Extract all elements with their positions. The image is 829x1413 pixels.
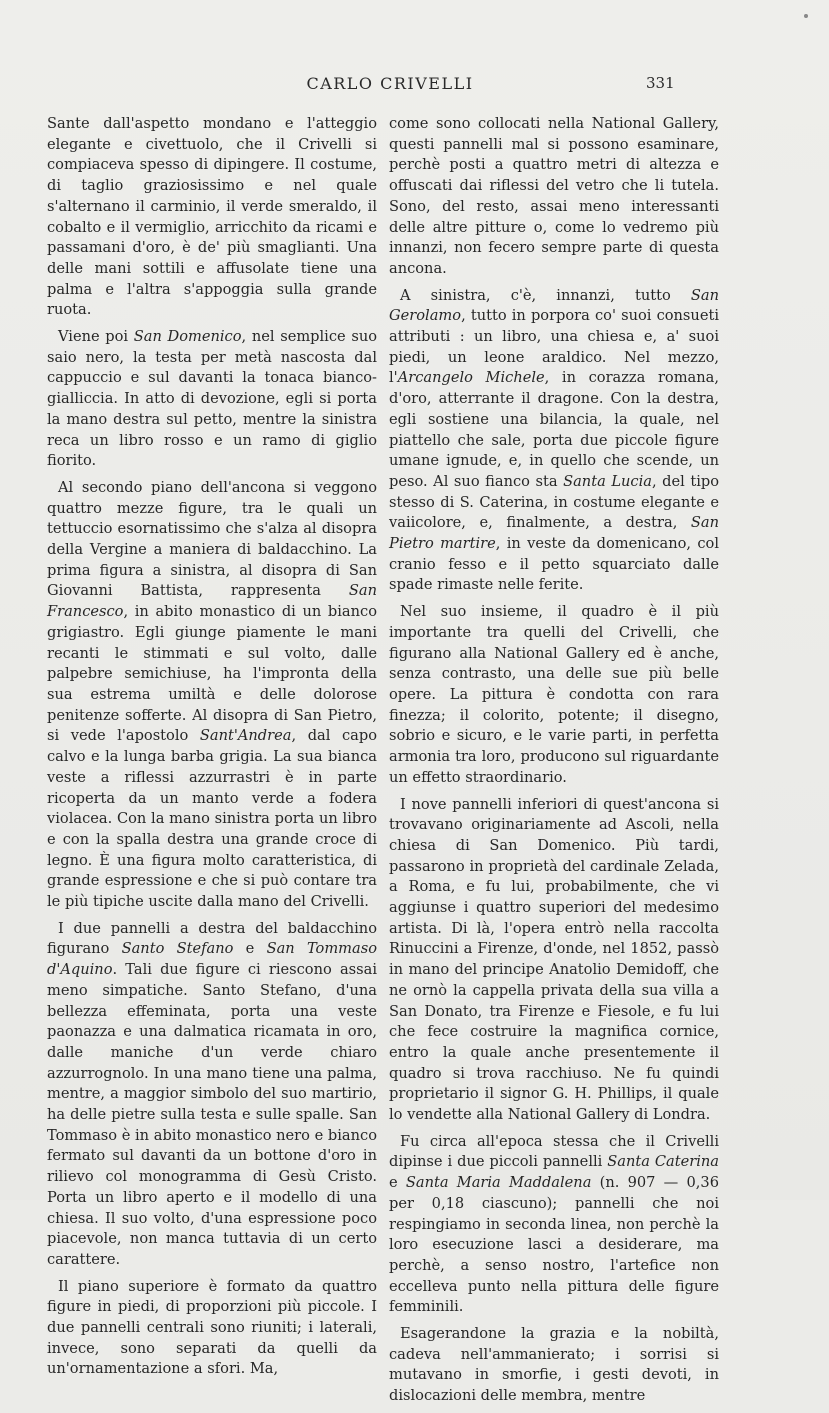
paragraph: [47, 478, 377, 913]
text-run: e: [389, 1174, 406, 1192]
italic-title: San Domenico: [133, 328, 242, 346]
italic-title: Sant'Andrea: [199, 727, 292, 745]
text-run: , tutto in porpora co' suoi consueti attributi : un libro, una chiesa e, a' suoi piedi, un leone araldico. Nel mezzo, l': [389, 307, 719, 387]
paragraph: [47, 327, 377, 472]
text-run: Sante dall'aspetto mondano e l'atteggio elegante e civettuolo, che il Crivelli si compiaceva spesso di dipingere. Il costume, di taglio graziosissimo e nel quale s'alternano il carminio, il verde smeraldo, il cobalto e il vermiglio, arricchito da ricami e passamani d'oro, è de' più smaglianti. Una delle mani sottili e affusolate tiene una palma e l'altra s'appoggia sulla grande ruota.: [47, 115, 377, 319]
text-run: Esagerandone la grazia e la nobiltà, cadeva nell'ammanierato; i sorrisi si mutavano in smorfie, i gesti devoti, in dislocazioni delle membra, mentre: [389, 1325, 719, 1405]
page-number: 331: [646, 74, 675, 92]
italic-title: San Gerolamo: [389, 286, 719, 325]
running-head: [0, 74, 829, 96]
left-text-column: [47, 114, 377, 1386]
text-run: , dal capo calvo e la lunga barba grigia. La sua bianca veste a riflessi azzurrastri è in parte ricoperta da un manto verde a fodera violacea. Con la mano sinistra porta un libro e con la spalla destra una grande croce di legno. È una figura molto caratteristica, di grande espressione e che si può contare tra le più tipiche uscite dalla mano del Crivelli.: [47, 727, 377, 911]
text-run: A sinistra, c'è, innanzi, tutto: [400, 286, 691, 304]
text-run: Viene poi: [58, 328, 134, 346]
scan-speck: [804, 14, 808, 18]
paragraph: [389, 602, 719, 788]
text-run: (n. 907 — 0,36 per 0,18 ciascuno); pannelli che noi respingiamo in seconda linea, non perchè la loro esecuzione lasci a desiderare, ma perchè, a senso nostro, l'artefice non eccelleva punto nella pittura delle figure femminili.: [389, 1174, 719, 1316]
paragraph: [389, 795, 719, 1126]
paragraph: [47, 919, 377, 1271]
text-run: come sono collocati nella National Gallery, questi pannelli mal si possono esaminare, perchè posti a quattro metri di altezza e offuscati dai riflessi del vetro che li tutela. Sono, del resto, assai meno interessanti delle altre pitture o, come lo vedremo più innanzi, non fecero sempre parte di questa ancona.: [389, 115, 719, 277]
paragraph: [47, 114, 377, 321]
text-run: I nove pannelli inferiori di quest'ancona si trovavano originariamente ad Ascoli, nella chiesa di San Domenico. Più tardi, passarono in proprietà del cardinale Zelada, a Roma, e fu lui, probabilmente, che vi aggiunse i quattro superiori del medesimo artista. Di là, l'opera entrò nella raccolta Rinuccini a Firenze, d'onde, nel 1852, passò in mano del principe Anatolio Demidoff, che ne ornò la cappella privata della sua villa a San Donato, tra Firenze e Fiesole, e fu lui che fece costruire la magnifica cornice, entro la quale anche presentemente il quadro si trova racchiuso. Ne fu quindi proprietario il signor G. H. Phillips, il quale lo vendette alla National Gallery di Londra.: [389, 795, 719, 1124]
paragraph: [47, 1277, 377, 1381]
text-run: Fu circa all'epoca stessa che il Crivelli dipinse i due piccoli pannelli: [389, 1132, 719, 1171]
italic-title: San Tommaso d'Aquino: [47, 940, 377, 979]
text-run: , in corazza romana, d'oro, atterrante il dragone. Con la destra, egli sostiene una bilancia, la quale, nel piattello che sale, porta due piccole figure umane ignude, e, in quello che scende, un peso. Al suo fianco sta: [389, 369, 719, 490]
text-run: Nel suo insieme, il quadro è il più importante tra quelli del Crivelli, che figurano alla National Gallery ed è anche, senza contrasto, una delle sue più belle opere. La pittura è condotta con rara finezza; il colorito, potente; il disegno, sobrio e sicuro, e le varie parti, in perfetta armonia tra loro, producono sul riguardante un effetto straordinario.: [389, 603, 719, 786]
italic-title: San Francesco: [47, 582, 377, 621]
text-run: Il piano superiore è formato da quattro figure in piedi, di proporzioni più piccole. I due pannelli centrali sono riuniti; i laterali, invece, sono separati da quelli da un'ornamentazione a sfori. Ma,: [47, 1277, 377, 1378]
text-run: , del tipo stesso di S. Caterina, in costume elegante e vaiicolore, e, finalmente, a destra,: [389, 472, 719, 532]
running-title: CARLO CRIVELLI: [306, 74, 474, 93]
italic-title: Santa Maria Maddalena: [405, 1174, 592, 1192]
paragraph: [389, 1132, 719, 1318]
text-run: , in veste da domenicano, col cranio fesso e il petto squarciato dalle spade rimaste nelle ferite.: [389, 535, 719, 594]
text-run: Al secondo piano dell'ancona si veggono quattro mezze figure, tra le quali un tettuccio esornatissimo che s'alza al disopra della Vergine a maniera di baldacchino. La prima figura a sinistra, al disopra di San Giovanni Battista, rappresenta: [47, 478, 377, 600]
text-run: , in abito monastico di un bianco grigiastro. Egli giunge piamente le mani recanti le stimmati e sul volto, dalle palpebre semichiuse, ha l'impronta della sua estrema umiltà e delle dolorose penitenze sofferte. Al disopra di San Pietro, si vede l'apostolo: [47, 603, 377, 745]
paragraph: [389, 1324, 719, 1407]
paragraph: [389, 286, 719, 597]
text-run: , nel semplice suo saio nero, la testa per metà nascosta dal cappuccio e sul davanti la tonaca bianco-gialliccia. In atto di devozione, egli si porta la mano destra sul petto, mentre la sinistra reca un libro rosso e un ramo di giglio fiorito.: [47, 328, 378, 470]
paragraph: [389, 114, 719, 280]
right-text-column: [389, 114, 719, 1413]
text-run: I due pannelli a destra del baldacchino figurano: [47, 919, 377, 958]
text-run: e: [233, 940, 267, 958]
italic-title: Santa Caterina: [607, 1153, 719, 1171]
text-run: . Tali due figure ci riescono assai meno simpatiche. Santo Stefano, d'una bellezza effeminata, porta una veste paonazza e una dalmatica ricamata in oro, dalle maniche d'un verde chiaro azzurrognolo. In una mano tiene una palma, mentre, a maggior simbolo del suo martirio, ha delle pietre sulla testa e sulle spalle. San Tommaso è in abito monastico nero e bianco fermato sul davanti da un bottone d'oro in rilievo col monogramma di Gesù Cristo. Porta un libro aperto e il modello di una chiesa. Il suo volto, d'una espressione poco piacevole, non manca tuttavia di un certo carattere.: [47, 961, 377, 1268]
italic-title: Santa Lucia: [563, 472, 652, 490]
italic-title: Arcangelo Michele: [397, 369, 545, 387]
italic-title: San Pietro martire: [389, 514, 719, 553]
italic-title: Santo Stefano: [121, 940, 234, 958]
